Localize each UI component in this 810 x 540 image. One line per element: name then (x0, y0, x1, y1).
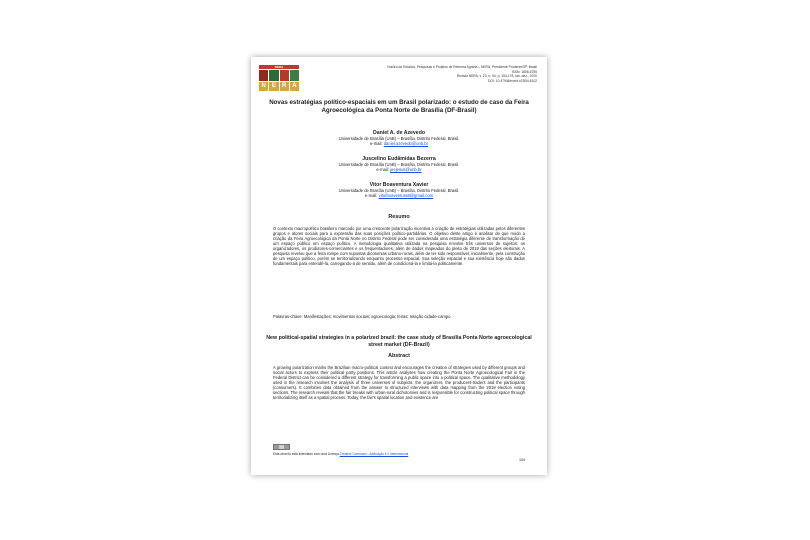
author-name: Daniel A. de Azevedo (372, 130, 426, 136)
author-email: e-mail: jeejesus@unb.br (376, 167, 422, 172)
license-link[interactable]: Creative Commons - Atribuição 4.0 Internacional (339, 452, 409, 456)
email-link[interactable]: jeejesus@unb.br (390, 167, 422, 172)
journal-header (337, 65, 537, 83)
author-name: Vitor Boaventura Xavier (369, 182, 429, 188)
header-line: DOI: 10.47946/rnera.v23i54.8102 (488, 78, 537, 83)
logo-tiles (259, 70, 299, 81)
logo-banner: NERA (259, 65, 299, 69)
header-line: Núcleo de Estudos, Pesquisas e Projetos de Reforma Agrária – NERA, Presidente Prudente/SP, Brasil (387, 65, 537, 69)
author-affiliation: Universidade de Brasília (UnB) – Brasília, Distrito Federal, Brasil. (338, 136, 460, 141)
author-block (265, 130, 533, 146)
header-line: Revista NERA, v. 23, n. 54, p. 154-178, set.-dez., 2020 (456, 74, 537, 79)
cc-by-license-icon[interactable] (273, 444, 290, 450)
resumo-text: O contexto macropolítico brasileiro marcado por uma crescente polarização incentiva a criação de estratégias utilizadas pelos diferentes grupos e atores sociais para a expressão das suas posições político-partidárias. O objetivo deste artigo é analisar de que modo a criação da Feira Agroecológica da Ponta Norte no Distrito Federal pode ser considerada uma estratégia diferente de transformação de um espaço público em espaço político. A metodologia qualitativa utilizada na pesquisa envolve três universos de sujeitos: os organizadores, os produtores-comerciantes e os frequentadores, além de dados mapeados do pleito de 2018 das seções eleitorais. A pesquisa revelou que a feira rompe com supostas dicotomias urbano-rurais, além de ter sido responsável, inicialmente, pela construção de um espaço político, porém se territorializando enquanto processo espacial. Sua seleção espacial e sua existência hoje são dados fundamentais para entendê-la, carregando-a de sentido, além de condicioná-la e limitá-la politicamente. (273, 226, 525, 267)
logo-letters: N E R A (259, 82, 299, 91)
author-block (265, 156, 533, 172)
email-link[interactable]: daniel.azevedo@unb.br (383, 141, 429, 146)
keywords-pt: Palavras-chave: Manifestações; movimentos sociais; agroecologia; feiras; relação cidade-campo (273, 314, 451, 319)
article-title: Novas estratégias político-espaciais em um Brasil polarizado: o estudo de caso da Feira Agroecológica da Ponta Norte de Brasília (DF-Brasil) (269, 99, 529, 114)
english-title: New political-spatial strategies in a polarized brazil: the case study of Brasília Ponta Norte agroecological street market (DF-Brazil) (266, 335, 532, 348)
resumo-heading: Resumo (388, 214, 410, 220)
author-name: Juscelino Eudâmidas Bezerra (362, 156, 436, 162)
author-affiliation: Universidade de Brasília (UnB) – Brasília, Distrito Federal, Brasil. (338, 162, 460, 167)
abstract-text: A growing polarization marks the Brazilian macro-political context and encourages the creation of strategies used by different groups and social actors to express their political party positions. This article analyses how creating the Ponta Norte Agroecological Fair in the Federal District can be considered a different strategy for transforming a public space into a political space. The qualitative methodology used in the research involves the analysis of three universes of subjects: the organizers, the producers-traders and the participants (consumers). It combines data obtained from the answer to structured interviews with data mapping from the 2018 election voting sections. The research reveals that the fair breaks with urban-rural dichotomies and is responsible for constructing political space through territorializing itself as a spatial process. Today, the fair's spatial location and existence are (273, 365, 525, 401)
header-line: ISSN: 1806-6755 (511, 69, 537, 74)
author-affiliation: Universidade de Brasília (UnB) – Brasília, Distrito Federal, Brasil. (338, 188, 460, 193)
author-block (265, 182, 533, 198)
email-link[interactable]: vitorboaventura8@gmail.com (378, 193, 434, 198)
author-email: e-mail: daniel.azevedo@unb.br (369, 141, 429, 146)
license-notice: Esta obra foi está licenciado com uma Licença Creative Commons - Atribuição 4.0 Internacional (273, 452, 409, 456)
nera-logo (259, 65, 299, 91)
abstract-heading: Abstract (388, 353, 410, 359)
document-page (251, 57, 547, 475)
author-email: e-mail: vitorboaventura8@gmail.com (364, 193, 434, 198)
page-number: 154 (519, 458, 525, 462)
